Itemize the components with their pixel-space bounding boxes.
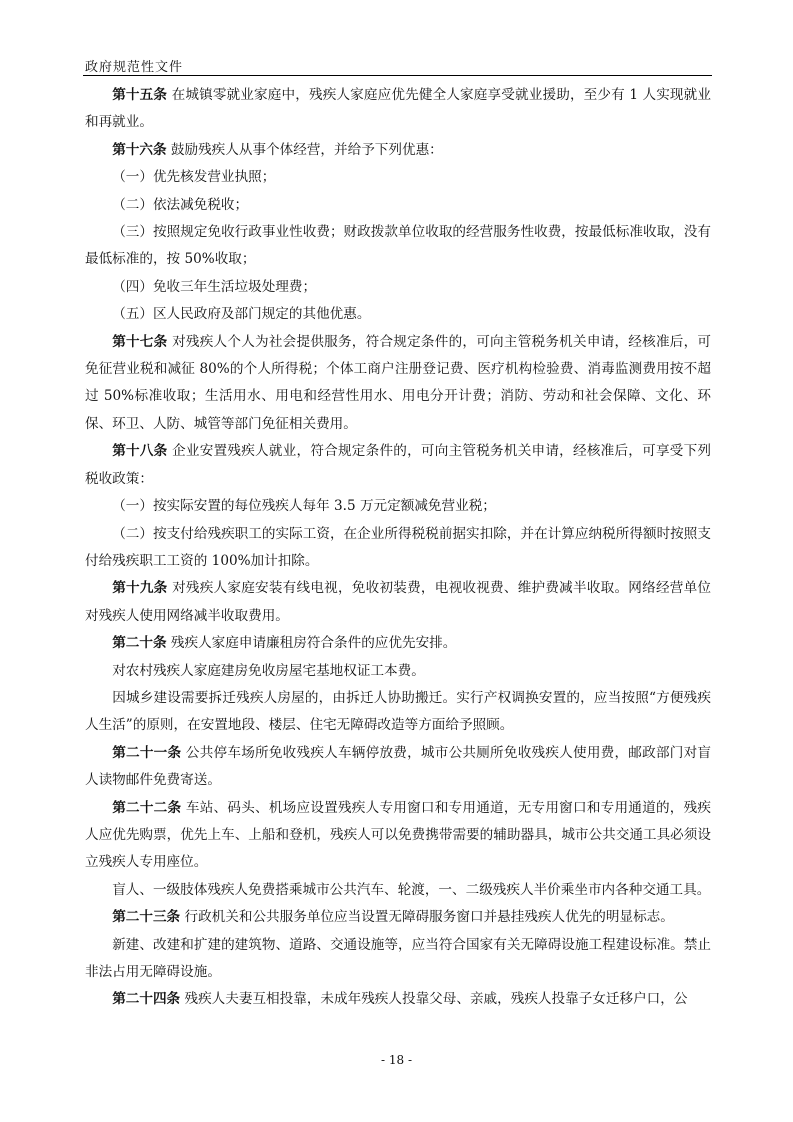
body-paragraph bbox=[85, 685, 711, 740]
header-rule bbox=[83, 75, 712, 76]
paragraph-text: （三）按照规定免收行政事业性收费；财政拨款单位收取的经营服务性收费，按最低标准收取，没有最低标准的，按 50%收取； bbox=[85, 224, 711, 268]
article-label: 第十七条 bbox=[112, 333, 168, 350]
body-paragraph bbox=[85, 164, 711, 191]
paragraph-text: 新建、改建和扩建的建筑物、道路、交通设施等，应当符合国家有关无障碍设施工程建设标准。禁止非法占用无障碍设施。 bbox=[85, 936, 711, 980]
body-paragraph bbox=[85, 274, 711, 301]
page-number: - 18 - bbox=[380, 1053, 412, 1067]
paragraph-text: 因城乡建设需要拆迁残疾人房屋的，由拆迁人协助搬迁。实行产权调换安置的，应当按照“方便残疾人生活”的原则，在安置地段、楼层、住宅无障碍改造等方面给予照顾。 bbox=[85, 689, 711, 734]
article-label: 第十八条 bbox=[112, 443, 168, 460]
paragraph-text: 盲人、一级肢体残疾人免费搭乘城市公共汽车、轮渡，一、二级残疾人半价乘坐市内各种交通工具。 bbox=[112, 881, 711, 898]
article-label: 第十五条 bbox=[112, 87, 168, 103]
document-header: 政府规范性文件 bbox=[85, 60, 184, 75]
paragraph-text: 公共停车场所免收残疾人车辆停放费，城市公共厕所免收残疾人使用费，邮政部门对盲人读物邮件免费寄送。 bbox=[85, 744, 712, 789]
article-paragraph bbox=[85, 438, 711, 493]
paragraph-text: 企业安置残疾人就业，符合规定条件的，可向主管税务机关申请，经核准后，可享受下列税收政策： bbox=[85, 443, 712, 487]
article-paragraph bbox=[85, 137, 711, 164]
body-paragraph bbox=[85, 877, 711, 904]
document-body bbox=[85, 82, 711, 1014]
paragraph-text: 行政机关和公共服务单位应当设置无障碍服务窗口并悬挂残疾人优先的明显标志。 bbox=[184, 909, 674, 926]
article-label: 第二十一条 bbox=[112, 744, 182, 761]
article-label: 第十六条 bbox=[112, 141, 167, 158]
paragraph-text: （五）区人民政府及部门规定的其他优惠。 bbox=[112, 306, 371, 323]
article-paragraph bbox=[85, 630, 711, 657]
article-paragraph bbox=[85, 795, 711, 877]
paragraph-text: 对残疾人家庭安装有线电视，免收初装费，电视收视费、维护费减半收取。网络经营单位对残疾人使用网络减半收取费用。 bbox=[85, 580, 712, 624]
paragraph-text: （二）按支付给残疾职工的实际工资，在企业所得税税前据实扣除，并在计算应纳税所得额时按照支付给残疾职工工资的 100%加计扣除。 bbox=[85, 525, 711, 569]
article-paragraph bbox=[85, 904, 711, 931]
paragraph-text: （四）免收三年生活垃圾处理费； bbox=[112, 278, 317, 295]
paragraph-text: 对残疾人个人为社会提供服务，符合规定条件的，可向主管税务机关申请，经核准后，可免征营业税和减征 80%的个人所得税；个体工商户注册登记费、医疗机构检验费、消毒监测费用按不超过 50%标准收取；生活用水、用电和经营性用水、用电分开计费；消防、劳动和社会保障、文化、环保、环卫、人防、城管等部门免征相关费用。 bbox=[85, 333, 712, 432]
paragraph-text: 残疾人夫妻互相投靠，未成年残疾人投靠父母、亲戚，残疾人投靠子女迁移户口，公 bbox=[184, 991, 688, 1008]
body-paragraph bbox=[85, 932, 711, 987]
body-paragraph bbox=[85, 521, 711, 576]
body-paragraph bbox=[85, 658, 711, 685]
article-paragraph bbox=[85, 329, 711, 439]
article-label: 第二十三条 bbox=[112, 909, 181, 926]
body-paragraph bbox=[85, 192, 711, 219]
body-paragraph bbox=[85, 219, 711, 274]
paragraph-text: 鼓励残疾人从事个体经营，并给予下列优惠： bbox=[170, 141, 443, 158]
paragraph-text: 对农村残疾人家庭建房免收房屋宅基地权证工本费。 bbox=[112, 662, 425, 679]
article-label: 第二十条 bbox=[112, 635, 167, 652]
article-label: 第二十二条 bbox=[112, 799, 182, 816]
article-paragraph bbox=[85, 575, 711, 630]
paragraph-text: （一）按实际安置的每位残疾人每年 3.5 万元定额减免营业税； bbox=[112, 498, 496, 515]
article-paragraph bbox=[85, 82, 711, 137]
paragraph-text: 残疾人家庭申请廉租房符合条件的应优先安排。 bbox=[170, 635, 457, 652]
article-label: 第十九条 bbox=[112, 580, 168, 597]
body-paragraph bbox=[85, 301, 711, 328]
article-label: 第二十四条 bbox=[112, 991, 181, 1008]
paragraph-text: （一）优先核发营业执照； bbox=[112, 169, 276, 186]
article-paragraph bbox=[85, 740, 711, 795]
paragraph-text: （二）依法减免税收； bbox=[112, 196, 249, 213]
paragraph-text: 车站、码头、机场应设置残疾人专用窗口和专用通道，无专用窗口和专用通道的，残疾人应优先购票，优先上车、上船和登机，残疾人可以免费携带需要的辅助器具，城市公共交通工具必须设立残疾人专用座位。 bbox=[85, 799, 712, 871]
body-paragraph bbox=[85, 493, 711, 520]
paragraph-text: 在城镇零就业家庭中，残疾人家庭应优先健全人家庭享受就业援助，至少有 1 人实现就业和再就业。 bbox=[85, 87, 711, 131]
article-paragraph bbox=[85, 986, 711, 1013]
